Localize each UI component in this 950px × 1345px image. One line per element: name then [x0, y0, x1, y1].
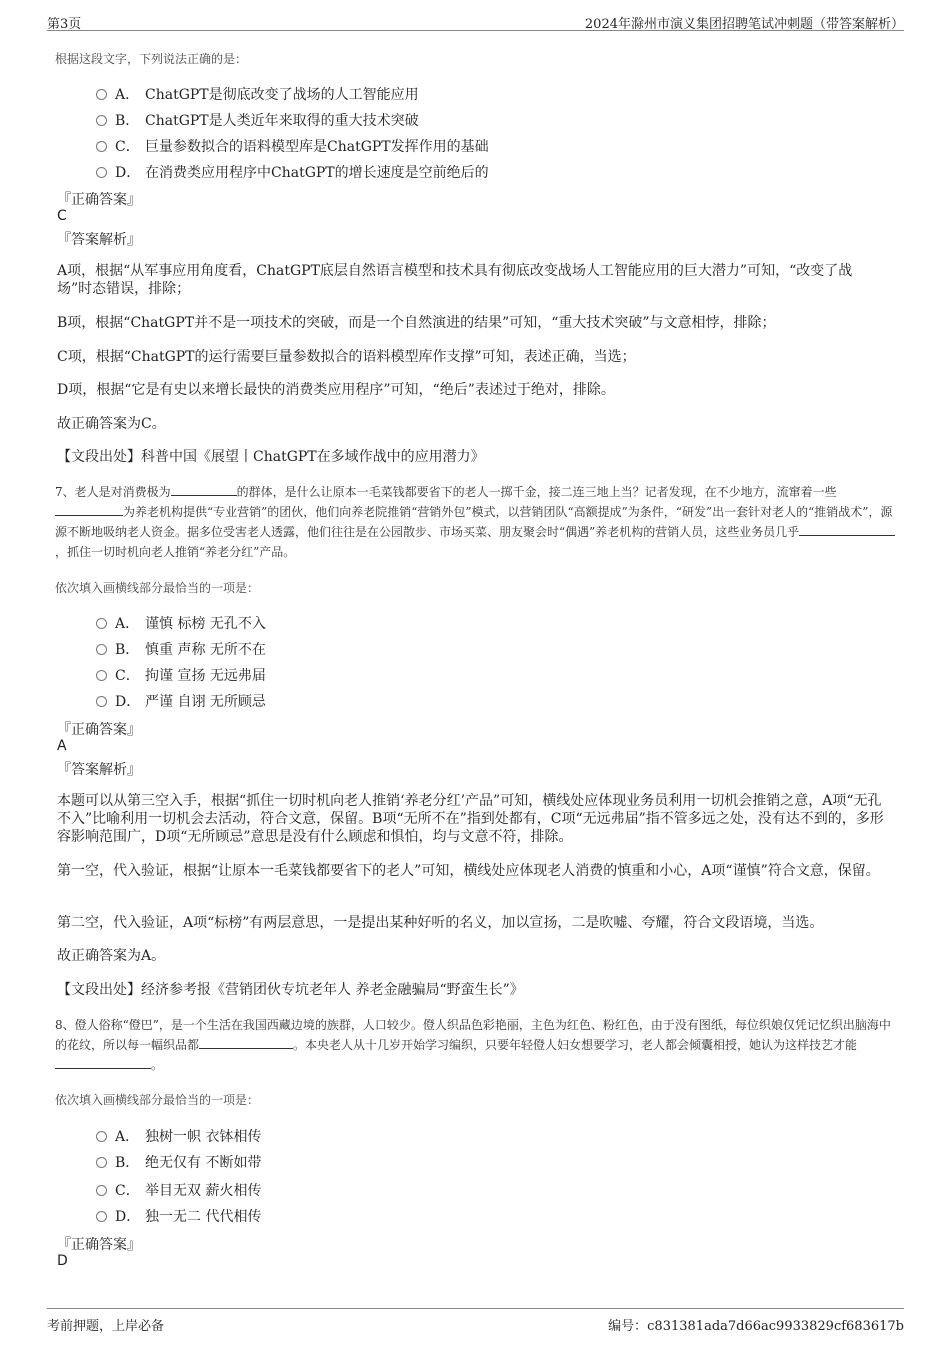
radio-icon[interactable]	[96, 696, 107, 707]
q6-prompt: 根据这段文字，下列说法正确的是：	[55, 52, 248, 66]
blank-1	[171, 483, 237, 496]
q6-analysis-d: D项，根据“它是有史以来增长最快的消费类应用程序”可知，“绝后”表述过于绝对，排除。	[57, 382, 615, 398]
q8-answer: D	[57, 1253, 68, 1269]
q6-analysis-c: C项，根据“ChatGPT的运行需要巨量参数拟合的语料模型库作支撑”可知，表述正确，当选；	[57, 349, 636, 365]
q7-prompt: 依次填入画横线部分最恰当的一项是：	[55, 581, 260, 595]
q6-analysis-b: B项，根据“ChatGPT并不是一项技术的突破，而是一个自然演进的结果”可知，“重大技术突破”与文意相悖，排除；	[57, 315, 776, 331]
q8-option-c[interactable]: C． 举目无双 薪火相传	[96, 1180, 261, 1200]
q8-option-d[interactable]: D． 独一无二 代代相传	[96, 1206, 261, 1226]
q7-answer: A	[57, 738, 67, 754]
q7-option-a[interactable]: A． 谨慎 标榜 无孔不入	[96, 613, 266, 633]
q7-analysis-2: 第一空，代入验证，根据“让原本一毛菜钱都要省下的老人”可知，横线处应体现老人消费的慎重和小心，A项“谨慎”符合文意，保留。	[57, 863, 880, 879]
radio-icon[interactable]	[96, 89, 107, 100]
q6-answer-label: 『正确答案』	[57, 192, 141, 208]
radio-icon[interactable]	[96, 618, 107, 629]
q7-stem: 7、老人是对消费极为 的群体，是什么让原本一毛菜钱都要省下的老人一掷千金，接二连三地上当？记者发现，在不少地方，流窜着一些为养老机构提供“专业营销”的团伙，他们向养老院推销“营销外包”模式，以营销团队“高额提成”为条件，“研发”出一套针对老人的“推销战术”，源源不断地吸纳老人资金。据多位受害老人透露，他们往往是在公园散步、市场买菜、朋友聚会时“偶遇”养老机构的营销人员，这些业务员几乎，抓住一切时机向老人推销“养老分红”产品。	[55, 482, 897, 562]
q6-answer: C	[57, 208, 67, 224]
document-id: 编号：c831381ada7d66ac9933829cf683617b	[608, 1319, 904, 1334]
q6-conclusion: 故正确答案为C。	[57, 416, 166, 432]
radio-icon[interactable]	[96, 167, 107, 178]
q6-option-b[interactable]: B． ChatGPT是人类近年来取得的重大技术突破	[96, 110, 419, 130]
q8-stem: 8、僜人俗称“僜巴”，是一个生活在我国西藏边境的族群，人口较少。僜人织品色彩艳丽，主色为红色、粉红色，由于没有图纸，每位织娘仅凭记忆织出脑海中的花纹，所以每一幅织品都 。本央老人从十几岁开始学习编织，只要年轻僜人妇女想要学习，老人都会倾囊相授，她认为这样技艺才能。	[55, 1018, 891, 1072]
footer-slogan: 考前押题，上岸必备	[47, 1319, 165, 1334]
radio-icon[interactable]	[96, 1131, 107, 1142]
q8-option-a[interactable]: A． 独树一帜 衣钵相传	[96, 1126, 261, 1146]
q7-option-b[interactable]: B． 慎重 声称 无所不在	[96, 639, 266, 659]
page-number: 第3页	[47, 17, 82, 32]
blank-1	[199, 1036, 293, 1049]
blank-2	[55, 503, 123, 516]
radio-icon[interactable]	[96, 644, 107, 655]
q6-analysis-label: 『答案解析』	[57, 232, 141, 248]
q8-answer-label: 『正确答案』	[57, 1237, 141, 1253]
q6-option-c[interactable]: C． 巨量参数拟合的语料模型库是ChatGPT发挥作用的基础	[96, 136, 489, 156]
q6-option-d[interactable]: D． 在消费类应用程序中ChatGPT的增长速度是空前绝后的	[96, 162, 489, 182]
q7-source: 【文段出处】经济参考报《营销团伙专坑老年人 养老金融骗局“野蛮生长”》	[57, 982, 524, 998]
q7-option-c[interactable]: C． 拘谨 宣扬 无远弗届	[96, 665, 266, 685]
q6-analysis-a: A项，根据“从军事应用角度看，ChatGPT底层自然语言模型和技术具有彻底改变战场人工智能应用的巨大潜力”可知，“改变了战场”时态错误，排除；	[57, 263, 853, 297]
blank-3	[799, 523, 895, 536]
q8-option-b[interactable]: B． 绝无仅有 不断如带	[96, 1152, 261, 1172]
document-title: 2024年滁州市演义集团招聘笔试冲刺题（带答案解析）	[584, 17, 904, 32]
radio-icon[interactable]	[96, 670, 107, 681]
radio-icon[interactable]	[96, 141, 107, 152]
q8-prompt: 依次填入画横线部分最恰当的一项是：	[55, 1093, 260, 1107]
q7-analysis-1: 本题可以从第三空入手，根据“抓住一切时机向老人推销‘养老分红’产品”可知，横线处应体现业务员利用一切机会推销之意，A项“无孔不入”比喻利用一切机会去活动，符合文意，保留。B项“无所不在”指到处都有，C项“无远弗届”指不管多远之处，没有达不到的，多形容影响范围广，D项“无所顾忌”意思是没有什么顾虑和惧怕，均与文意不符，排除。	[57, 793, 884, 845]
radio-icon[interactable]	[96, 115, 107, 126]
blank-2	[55, 1056, 151, 1069]
page-header	[47, 10, 904, 31]
q6-option-a[interactable]: A． ChatGPT是彻底改变了战场的人工智能应用	[96, 84, 419, 104]
radio-icon[interactable]	[96, 1185, 107, 1196]
radio-icon[interactable]	[96, 1211, 107, 1222]
q7-option-d[interactable]: D． 严谨 自诩 无所顾忌	[96, 691, 266, 711]
q7-analysis-label: 『答案解析』	[57, 762, 141, 778]
radio-icon[interactable]	[96, 1157, 107, 1168]
page-footer	[47, 1308, 904, 1334]
q7-analysis-3: 第二空，代入验证，A项“标榜”有两层意思，一是提出某种好听的名义，加以宣扬，二是吹嘘、夸耀，符合文段语境，当选。	[57, 915, 824, 931]
q7-answer-label: 『正确答案』	[57, 722, 141, 738]
q7-conclusion: 故正确答案为A。	[57, 948, 166, 964]
q6-source: 【文段出处】科普中国《展望丨ChatGPT在多域作战中的应用潜力》	[57, 449, 485, 465]
